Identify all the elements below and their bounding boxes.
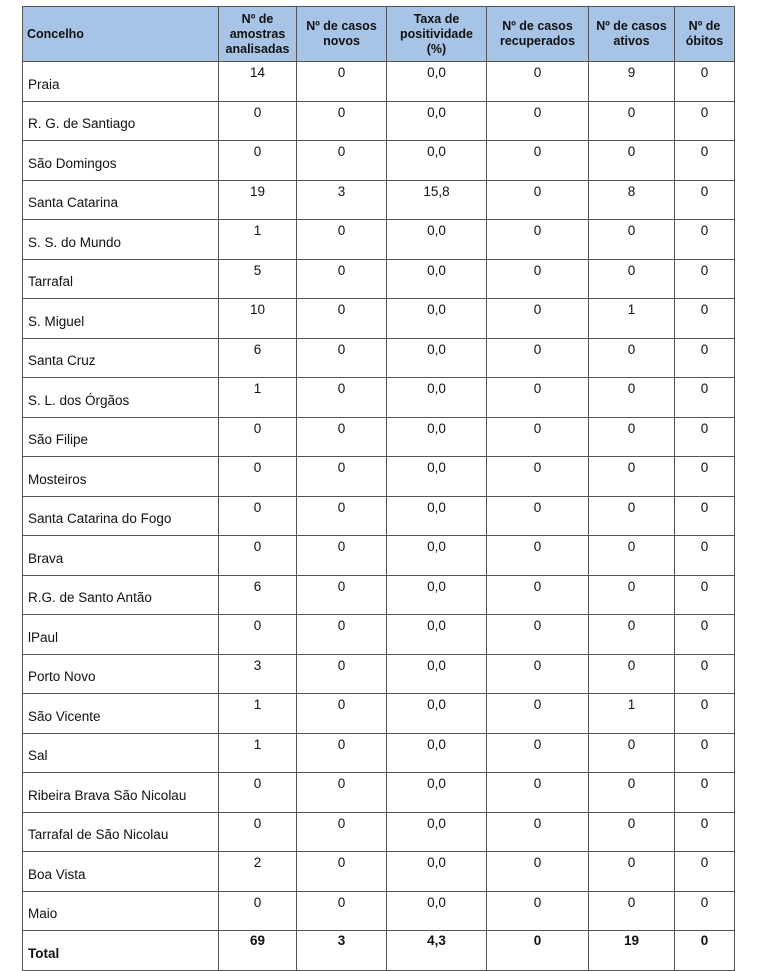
table-row [23,417,735,457]
total-amostras-cell: 69 [219,931,297,971]
obitos-cell: 0 [675,654,735,694]
recuperados-cell: 0 [487,773,589,813]
taxa-cell: 0,0 [387,733,487,773]
obitos-cell: 0 [675,62,735,102]
taxa-cell: 0,0 [387,852,487,892]
amostras-cell: 0 [219,536,297,576]
obitos-cell: 0 [675,338,735,378]
obitos-cell: 0 [675,891,735,931]
recuperados-cell: 0 [487,457,589,497]
concelho-cell: São Domingos [23,141,219,181]
recuperados-cell: 0 [487,141,589,181]
recuperados-cell: 0 [487,220,589,260]
table-row [23,378,735,418]
table-row [23,773,735,813]
table-row [23,141,735,181]
taxa-cell: 0,0 [387,141,487,181]
recuperados-cell: 0 [487,496,589,536]
obitos-cell: 0 [675,141,735,181]
concelho-cell: Maio [23,891,219,931]
ativos-cell: 0 [589,773,675,813]
taxa-cell: 0,0 [387,575,487,615]
recuperados-cell: 0 [487,299,589,339]
concelho-cell: São Filipe [23,417,219,457]
casos-novos-cell: 0 [297,220,387,260]
ativos-cell: 0 [589,852,675,892]
taxa-cell: 0,0 [387,812,487,852]
total-casos-novos-cell: 3 [297,931,387,971]
recuperados-cell: 0 [487,733,589,773]
recuperados-cell: 0 [487,891,589,931]
ativos-cell: 0 [589,220,675,260]
taxa-cell: 0,0 [387,773,487,813]
casos-novos-cell: 0 [297,733,387,773]
concelho-cell: São Vicente [23,694,219,734]
casos-novos-cell: 0 [297,891,387,931]
casos-novos-cell: 0 [297,536,387,576]
amostras-cell: 0 [219,891,297,931]
taxa-cell: 0,0 [387,891,487,931]
casos-novos-cell: 0 [297,101,387,141]
table-row [23,62,735,102]
amostras-cell: 0 [219,417,297,457]
ativos-cell: 0 [589,496,675,536]
concelho-cell: Tarrafal de São Nicolau [23,812,219,852]
casos-novos-cell: 0 [297,812,387,852]
obitos-cell: 0 [675,812,735,852]
table-row [23,654,735,694]
taxa-cell: 0,0 [387,694,487,734]
taxa-cell: 0,0 [387,299,487,339]
recuperados-cell: 0 [487,536,589,576]
total-obitos-cell: 0 [675,931,735,971]
ativos-cell: 0 [589,812,675,852]
obitos-cell: 0 [675,852,735,892]
concelho-cell: Brava [23,536,219,576]
taxa-cell: 0,0 [387,62,487,102]
recuperados-cell: 0 [487,180,589,220]
amostras-cell: 1 [219,378,297,418]
header-casos-novos: Nº de casos novos [297,7,387,62]
ativos-cell: 0 [589,575,675,615]
concelho-cell: Santa Catarina do Fogo [23,496,219,536]
obitos-cell: 0 [675,378,735,418]
taxa-cell: 0,0 [387,101,487,141]
casos-novos-cell: 0 [297,615,387,655]
ativos-cell: 1 [589,694,675,734]
concelho-cell: Tarrafal [23,259,219,299]
ativos-cell: 0 [589,338,675,378]
obitos-cell: 0 [675,575,735,615]
amostras-cell: 0 [219,812,297,852]
recuperados-cell: 0 [487,101,589,141]
casos-novos-cell: 0 [297,694,387,734]
total-recuperados-cell: 0 [487,931,589,971]
obitos-cell: 0 [675,180,735,220]
ativos-cell: 0 [589,259,675,299]
amostras-cell: 0 [219,615,297,655]
amostras-cell: 2 [219,852,297,892]
concelho-cell: S. L. dos Órgãos [23,378,219,418]
ativos-cell: 0 [589,536,675,576]
table-row [23,536,735,576]
obitos-cell: 0 [675,299,735,339]
ativos-cell: 1 [589,299,675,339]
table-row [23,852,735,892]
casos-novos-cell: 0 [297,141,387,181]
casos-novos-cell: 3 [297,180,387,220]
header-concelho: Concelho [23,7,219,62]
concelho-cell: Santa Catarina [23,180,219,220]
amostras-cell: 0 [219,496,297,536]
recuperados-cell: 0 [487,852,589,892]
obitos-cell: 0 [675,694,735,734]
amostras-cell: 0 [219,101,297,141]
obitos-cell: 0 [675,615,735,655]
amostras-cell: 1 [219,694,297,734]
amostras-cell: 6 [219,575,297,615]
concelho-cell: Boa Vista [23,852,219,892]
ativos-cell: 0 [589,615,675,655]
casos-novos-cell: 0 [297,457,387,497]
amostras-cell: 5 [219,259,297,299]
amostras-cell: 1 [219,733,297,773]
ativos-cell: 0 [589,101,675,141]
obitos-cell: 0 [675,457,735,497]
obitos-cell: 0 [675,496,735,536]
header-taxa-positividade: Taxa de positividade (%) [387,7,487,62]
casos-novos-cell: 0 [297,852,387,892]
concelho-cell: S. S. do Mundo [23,220,219,260]
table-row [23,575,735,615]
amostras-cell: 19 [219,180,297,220]
table-row [23,891,735,931]
taxa-cell: 0,0 [387,338,487,378]
concelho-cell: Praia [23,62,219,102]
amostras-cell: 0 [219,773,297,813]
header-obitos: Nº de óbitos [675,7,735,62]
total-label: Total [23,931,219,971]
recuperados-cell: 0 [487,615,589,655]
ativos-cell: 0 [589,654,675,694]
concelho-cell: Porto Novo [23,654,219,694]
taxa-cell: 0,0 [387,496,487,536]
casos-novos-cell: 0 [297,62,387,102]
header-recuperados: Nº de casos recuperados [487,7,589,62]
casos-novos-cell: 0 [297,417,387,457]
concelho-cell: S. Miguel [23,299,219,339]
table-row [23,615,735,655]
amostras-cell: 0 [219,457,297,497]
obitos-cell: 0 [675,773,735,813]
amostras-cell: 1 [219,220,297,260]
total-ativos-cell: 19 [589,931,675,971]
total-taxa-cell: 4,3 [387,931,487,971]
casos-novos-cell: 0 [297,575,387,615]
table-row [23,259,735,299]
covid-concelho-table [22,6,735,971]
obitos-cell: 0 [675,101,735,141]
concelho-cell: Mosteiros [23,457,219,497]
table-row [23,733,735,773]
ativos-cell: 0 [589,733,675,773]
recuperados-cell: 0 [487,654,589,694]
concelho-cell: R. G. de Santiago [23,101,219,141]
total-row [23,931,735,971]
casos-novos-cell: 0 [297,654,387,694]
recuperados-cell: 0 [487,338,589,378]
table-row [23,299,735,339]
recuperados-cell: 0 [487,378,589,418]
concelho-cell: R.G. de Santo Antão [23,575,219,615]
obitos-cell: 0 [675,733,735,773]
recuperados-cell: 0 [487,575,589,615]
recuperados-cell: 0 [487,62,589,102]
taxa-cell: 0,0 [387,259,487,299]
ativos-cell: 0 [589,417,675,457]
recuperados-cell: 0 [487,259,589,299]
taxa-cell: 0,0 [387,378,487,418]
casos-novos-cell: 0 [297,496,387,536]
taxa-cell: 0,0 [387,654,487,694]
taxa-cell: 0,0 [387,536,487,576]
obitos-cell: 0 [675,259,735,299]
concelho-cell: lPaul [23,615,219,655]
amostras-cell: 14 [219,62,297,102]
obitos-cell: 0 [675,220,735,260]
casos-novos-cell: 0 [297,773,387,813]
taxa-cell: 0,0 [387,220,487,260]
casos-novos-cell: 0 [297,259,387,299]
recuperados-cell: 0 [487,694,589,734]
ativos-cell: 0 [589,457,675,497]
ativos-cell: 8 [589,180,675,220]
amostras-cell: 6 [219,338,297,378]
recuperados-cell: 0 [487,417,589,457]
header-amostras: Nº de amostras analisadas [219,7,297,62]
recuperados-cell: 0 [487,812,589,852]
table-row [23,101,735,141]
ativos-cell: 0 [589,141,675,181]
amostras-cell: 3 [219,654,297,694]
ativos-cell: 0 [589,891,675,931]
taxa-cell: 0,0 [387,417,487,457]
amostras-cell: 10 [219,299,297,339]
table-row [23,496,735,536]
taxa-cell: 0,0 [387,615,487,655]
concelho-cell: Santa Cruz [23,338,219,378]
header-row [23,7,735,62]
concelho-cell: Sal [23,733,219,773]
ativos-cell: 9 [589,62,675,102]
table-row [23,220,735,260]
table-row [23,812,735,852]
amostras-cell: 0 [219,141,297,181]
table-row [23,694,735,734]
table-row [23,457,735,497]
casos-novos-cell: 0 [297,299,387,339]
concelho-cell: Ribeira Brava São Nicolau [23,773,219,813]
obitos-cell: 0 [675,417,735,457]
table-row [23,180,735,220]
taxa-cell: 15,8 [387,180,487,220]
obitos-cell: 0 [675,536,735,576]
ativos-cell: 0 [589,378,675,418]
taxa-cell: 0,0 [387,457,487,497]
table-row [23,338,735,378]
casos-novos-cell: 0 [297,378,387,418]
casos-novos-cell: 0 [297,338,387,378]
header-ativos: Nº de casos ativos [589,7,675,62]
